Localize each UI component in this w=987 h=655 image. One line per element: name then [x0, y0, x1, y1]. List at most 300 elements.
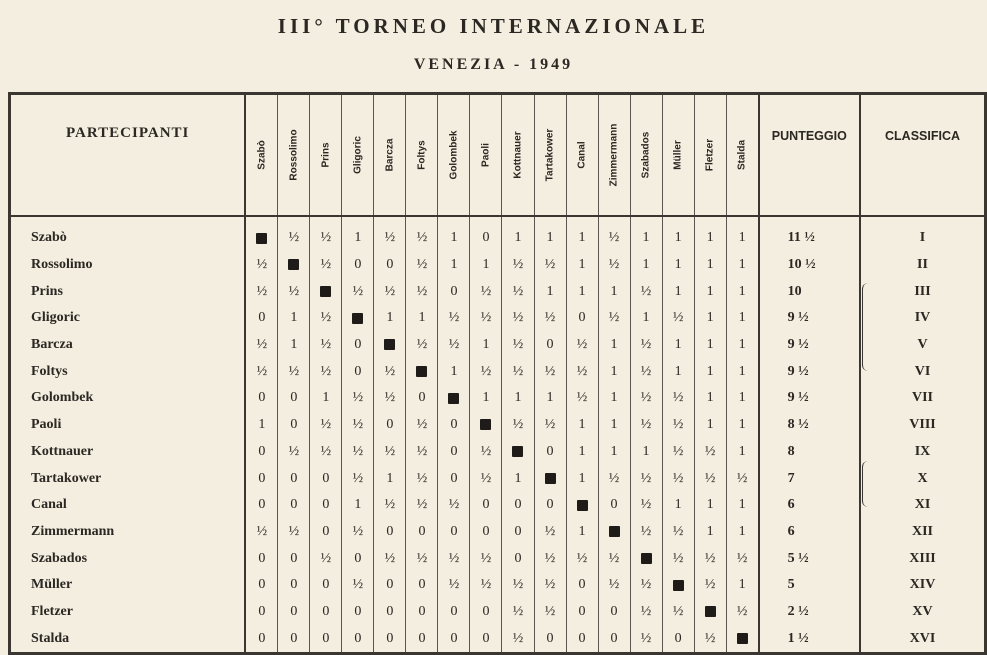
result-cell: 1	[662, 278, 694, 305]
result-cell: ½	[502, 332, 534, 359]
result-cell: 0	[310, 625, 342, 653]
result-cell: 0	[245, 385, 278, 412]
table-row	[10, 412, 986, 439]
result-cell: 1	[726, 412, 759, 439]
result-cell: 0	[438, 439, 470, 466]
result-cell: 0	[374, 572, 406, 599]
result-cell: ½	[245, 252, 278, 279]
result-cell: 0	[342, 332, 374, 359]
result-cell: ½	[502, 599, 534, 626]
result-cell: 0	[342, 358, 374, 385]
block-icon	[705, 606, 716, 617]
block-icon	[512, 446, 523, 457]
result-cell: 1	[598, 439, 630, 466]
result-cell: ½	[406, 278, 438, 305]
result-cell: ½	[374, 358, 406, 385]
result-cell: 1	[726, 385, 759, 412]
result-cell: 1	[245, 412, 278, 439]
result-cell: ½	[630, 572, 662, 599]
header-row	[10, 94, 986, 217]
score-value: 9 ½	[759, 358, 860, 385]
player-name: Barcza	[10, 332, 246, 359]
player-name: Gligoric	[10, 305, 246, 332]
result-cell: ½	[374, 492, 406, 519]
result-cell: ½	[310, 216, 342, 252]
result-cell: 0	[470, 216, 502, 252]
result-cell: ½	[502, 278, 534, 305]
table-row	[10, 252, 986, 279]
result-cell: 0	[245, 439, 278, 466]
rank-value: V	[860, 332, 985, 359]
score-value: 9 ½	[759, 332, 860, 359]
result-cell: ½	[694, 625, 726, 653]
player-name: Zimmermann	[10, 519, 246, 546]
column-header-label: Zimmermann	[608, 123, 620, 187]
result-cell: ½	[374, 439, 406, 466]
self-game-block	[662, 572, 694, 599]
crosstable-frame	[8, 92, 987, 655]
table-row	[10, 465, 986, 492]
result-cell: ½	[694, 545, 726, 572]
crosstable	[8, 92, 987, 655]
result-cell: ½	[630, 332, 662, 359]
tie-brace-xi-xii	[862, 461, 871, 507]
result-cell: ½	[470, 278, 502, 305]
self-game-block	[342, 305, 374, 332]
result-cell: ½	[566, 385, 598, 412]
result-cell: 0	[598, 492, 630, 519]
result-cell: 1	[534, 385, 566, 412]
tournament-title: III° TORNEO INTERNAZIONALE	[277, 14, 710, 38]
result-cell: ½	[438, 545, 470, 572]
result-cell: ½	[502, 252, 534, 279]
result-cell: ½	[310, 305, 342, 332]
result-cell: 1	[342, 216, 374, 252]
tie-brace-iv-vii	[862, 283, 871, 371]
result-cell: 0	[662, 625, 694, 653]
table-row	[10, 492, 986, 519]
score-value: 5	[759, 572, 860, 599]
result-cell: 0	[438, 625, 470, 653]
self-game-block	[374, 332, 406, 359]
result-cell: 1	[598, 385, 630, 412]
result-cell: 1	[726, 305, 759, 332]
result-cell: ½	[630, 358, 662, 385]
column-header-label: Prins	[320, 142, 332, 168]
result-cell: 1	[438, 358, 470, 385]
score-value: 6	[759, 519, 860, 546]
block-icon	[256, 233, 267, 244]
result-cell: ½	[342, 572, 374, 599]
rank-value: VIII	[860, 412, 985, 439]
result-cell: ½	[470, 439, 502, 466]
result-cell: ½	[662, 599, 694, 626]
score-value: 1 ½	[759, 625, 860, 653]
result-cell: 0	[502, 545, 534, 572]
result-cell: ½	[662, 465, 694, 492]
rank-value: XI	[860, 492, 985, 519]
result-cell: ½	[662, 519, 694, 546]
result-cell: 1	[566, 465, 598, 492]
result-cell: 1	[566, 278, 598, 305]
result-cell: 0	[310, 492, 342, 519]
result-cell: 1	[630, 216, 662, 252]
result-cell: 0	[438, 599, 470, 626]
result-cell: 1	[694, 278, 726, 305]
result-cell: 1	[726, 439, 759, 466]
column-header-label: Canal	[576, 141, 588, 169]
result-cell: 0	[534, 492, 566, 519]
result-cell: 1	[598, 358, 630, 385]
result-cell: 0	[598, 625, 630, 653]
result-cell: 0	[406, 519, 438, 546]
result-cell: ½	[566, 332, 598, 359]
result-cell: ½	[534, 305, 566, 332]
result-cell: 1	[694, 305, 726, 332]
result-cell: 0	[342, 252, 374, 279]
column-header-13	[662, 94, 694, 217]
result-cell: ½	[406, 332, 438, 359]
result-cell: ½	[342, 278, 374, 305]
block-icon	[352, 313, 363, 324]
result-cell: ½	[502, 572, 534, 599]
column-header-1	[278, 94, 310, 217]
result-cell: 0	[310, 519, 342, 546]
result-cell: 0	[406, 572, 438, 599]
result-cell: 0	[278, 412, 310, 439]
score-value: 2 ½	[759, 599, 860, 626]
table-row	[10, 358, 986, 385]
block-icon	[673, 580, 684, 591]
result-cell: 0	[470, 625, 502, 653]
result-cell: ½	[534, 545, 566, 572]
result-cell: 0	[245, 305, 278, 332]
result-cell: ½	[438, 572, 470, 599]
result-cell: 0	[245, 572, 278, 599]
result-cell: ½	[278, 216, 310, 252]
rank-value: III	[860, 278, 985, 305]
column-header-8	[502, 94, 534, 217]
result-cell: 0	[534, 332, 566, 359]
result-cell: 0	[278, 465, 310, 492]
block-icon	[448, 393, 459, 404]
table-row	[10, 599, 986, 626]
result-cell: 0	[278, 545, 310, 572]
result-cell: ½	[694, 439, 726, 466]
result-cell: ½	[726, 599, 759, 626]
column-header-3	[342, 94, 374, 217]
table-row	[10, 519, 986, 546]
result-cell: ½	[502, 412, 534, 439]
result-cell: 1	[662, 216, 694, 252]
result-cell: 1	[630, 252, 662, 279]
result-cell: 0	[374, 599, 406, 626]
result-cell: ½	[374, 278, 406, 305]
ranking-header: CLASSIFICA	[860, 94, 985, 217]
result-cell: ½	[630, 599, 662, 626]
result-cell: 0	[245, 492, 278, 519]
block-icon	[384, 339, 395, 350]
result-cell: ½	[470, 358, 502, 385]
result-cell: 1	[662, 252, 694, 279]
result-cell: 1	[694, 385, 726, 412]
result-cell: ½	[438, 492, 470, 519]
column-header-10	[566, 94, 598, 217]
result-cell: 1	[630, 305, 662, 332]
result-cell: ½	[598, 305, 630, 332]
result-cell: 0	[566, 572, 598, 599]
column-header-label: Barcza	[384, 138, 396, 172]
result-cell: 0	[566, 625, 598, 653]
result-cell: 0	[470, 519, 502, 546]
result-cell: 0	[566, 305, 598, 332]
player-name: Golombek	[10, 385, 246, 412]
column-header-11	[598, 94, 630, 217]
result-cell: 0	[438, 412, 470, 439]
block-icon	[288, 259, 299, 270]
result-cell: ½	[566, 545, 598, 572]
result-cell: ½	[662, 439, 694, 466]
result-cell: ½	[630, 385, 662, 412]
column-header-label: Stalda	[736, 139, 748, 171]
result-cell: 1	[726, 252, 759, 279]
result-cell: 1	[470, 252, 502, 279]
self-game-block	[438, 385, 470, 412]
table-row	[10, 572, 986, 599]
block-icon	[737, 633, 748, 644]
result-cell: ½	[342, 412, 374, 439]
result-cell: ½	[662, 305, 694, 332]
result-cell: ½	[662, 412, 694, 439]
result-cell: ½	[310, 412, 342, 439]
result-cell: 0	[278, 625, 310, 653]
result-cell: 1	[438, 252, 470, 279]
score-value: 8 ½	[759, 412, 860, 439]
player-name: Szabados	[10, 545, 246, 572]
column-header-15	[726, 94, 759, 217]
result-cell: 1	[694, 492, 726, 519]
result-cell: ½	[406, 439, 438, 466]
self-game-block	[245, 216, 278, 252]
result-cell: ½	[662, 545, 694, 572]
column-header-label: Szabò	[256, 140, 268, 170]
self-game-block	[470, 412, 502, 439]
score-value: 5 ½	[759, 545, 860, 572]
result-cell: ½	[406, 412, 438, 439]
result-cell: 1	[662, 492, 694, 519]
result-cell: ½	[278, 519, 310, 546]
result-cell: ½	[502, 625, 534, 653]
result-cell: 1	[662, 358, 694, 385]
score-value: 9 ½	[759, 385, 860, 412]
result-cell: ½	[245, 332, 278, 359]
result-cell: ½	[374, 385, 406, 412]
result-cell: ½	[406, 465, 438, 492]
rank-value: IX	[860, 439, 985, 466]
player-name: Stalda	[10, 625, 246, 653]
table-row	[10, 305, 986, 332]
result-cell: ½	[278, 439, 310, 466]
rank-value: XVI	[860, 625, 985, 653]
result-cell: 0	[342, 599, 374, 626]
result-cell: ½	[342, 439, 374, 466]
self-game-block	[534, 465, 566, 492]
result-cell: 0	[278, 572, 310, 599]
block-icon	[641, 553, 652, 564]
player-name: Rossolimo	[10, 252, 246, 279]
result-cell: 0	[438, 519, 470, 546]
result-cell: ½	[310, 439, 342, 466]
result-cell: ½	[534, 358, 566, 385]
result-cell: ½	[598, 216, 630, 252]
result-cell: 0	[566, 599, 598, 626]
block-icon	[416, 366, 427, 377]
result-cell: 1	[694, 519, 726, 546]
result-cell: 1	[694, 252, 726, 279]
result-cell: 1	[470, 385, 502, 412]
result-cell: ½	[630, 519, 662, 546]
block-icon	[545, 473, 556, 484]
rank-value: I	[860, 216, 985, 252]
result-cell: 0	[278, 385, 310, 412]
result-cell: 0	[278, 492, 310, 519]
result-cell: 1	[598, 332, 630, 359]
self-game-block	[502, 439, 534, 466]
result-cell: 1	[694, 412, 726, 439]
self-game-block	[726, 625, 759, 653]
result-cell: 0	[245, 465, 278, 492]
result-cell: 0	[245, 545, 278, 572]
result-cell: 0	[374, 519, 406, 546]
result-cell: 1	[374, 465, 406, 492]
block-icon	[577, 500, 588, 511]
column-header-label: Rossolimo	[288, 129, 300, 181]
result-cell: 1	[342, 492, 374, 519]
result-cell: 0	[374, 625, 406, 653]
result-cell: ½	[630, 412, 662, 439]
result-cell: ½	[502, 358, 534, 385]
column-header-4	[374, 94, 406, 217]
result-cell: ½	[470, 465, 502, 492]
result-cell: 0	[438, 465, 470, 492]
result-cell: 0	[245, 625, 278, 653]
result-cell: ½	[438, 305, 470, 332]
result-cell: ½	[534, 599, 566, 626]
result-cell: ½	[598, 572, 630, 599]
result-cell: 1	[278, 305, 310, 332]
result-cell: ½	[245, 278, 278, 305]
result-cell: 1	[502, 465, 534, 492]
result-cell: ½	[470, 545, 502, 572]
result-cell: 1	[630, 439, 662, 466]
self-game-block	[278, 252, 310, 279]
column-header-label: Tartakower	[544, 128, 556, 182]
column-header-label: Foltys	[416, 140, 428, 170]
result-cell: 0	[598, 599, 630, 626]
result-cell: 1	[534, 216, 566, 252]
result-cell: 0	[406, 625, 438, 653]
result-cell: 1	[566, 412, 598, 439]
result-cell: 0	[470, 599, 502, 626]
result-cell: 1	[694, 358, 726, 385]
result-cell: 1	[278, 332, 310, 359]
table-row	[10, 625, 986, 653]
result-cell: ½	[630, 625, 662, 653]
column-header-label: Gligoric	[352, 136, 364, 174]
result-cell: ½	[630, 492, 662, 519]
result-cell: ½	[342, 465, 374, 492]
result-cell: 1	[598, 412, 630, 439]
self-game-block	[566, 492, 598, 519]
result-cell: 1	[598, 278, 630, 305]
result-cell: 0	[310, 599, 342, 626]
self-game-block	[598, 519, 630, 546]
score-value: 8	[759, 439, 860, 466]
score-value: 10 ½	[759, 252, 860, 279]
result-cell: ½	[342, 385, 374, 412]
score-value: 9 ½	[759, 305, 860, 332]
result-cell: ½	[342, 519, 374, 546]
table-row	[10, 385, 986, 412]
result-cell: 0	[342, 545, 374, 572]
result-cell: ½	[662, 385, 694, 412]
self-game-block	[694, 599, 726, 626]
result-cell: 1	[694, 332, 726, 359]
rank-value: VII	[860, 385, 985, 412]
result-cell: 0	[342, 625, 374, 653]
result-cell: ½	[406, 252, 438, 279]
result-cell: ½	[534, 252, 566, 279]
result-cell: 0	[470, 492, 502, 519]
player-name: Tartakower	[10, 465, 246, 492]
column-header-0	[245, 94, 278, 217]
column-header-7	[470, 94, 502, 217]
self-game-block	[630, 545, 662, 572]
result-cell: ½	[534, 572, 566, 599]
result-cell: ½	[598, 252, 630, 279]
result-cell: 1	[694, 216, 726, 252]
result-cell: 0	[502, 492, 534, 519]
result-cell: 0	[502, 519, 534, 546]
column-header-label: Paoli	[480, 143, 492, 167]
result-cell: ½	[374, 545, 406, 572]
result-cell: ½	[502, 305, 534, 332]
result-cell: 1	[374, 305, 406, 332]
result-cell: ½	[406, 492, 438, 519]
rank-value: IV	[860, 305, 985, 332]
result-cell: ½	[406, 216, 438, 252]
column-header-5	[406, 94, 438, 217]
result-cell: ½	[310, 332, 342, 359]
result-cell: ½	[374, 216, 406, 252]
result-cell: 1	[438, 216, 470, 252]
player-name: Prins	[10, 278, 246, 305]
column-header-6	[438, 94, 470, 217]
result-cell: 1	[502, 216, 534, 252]
score-value: 11 ½	[759, 216, 860, 252]
table-row	[10, 545, 986, 572]
result-cell: ½	[630, 465, 662, 492]
table-row	[10, 278, 986, 305]
block-icon	[480, 419, 491, 430]
block-icon	[609, 526, 620, 537]
result-cell: 0	[374, 412, 406, 439]
result-cell: 0	[310, 465, 342, 492]
result-cell: ½	[245, 358, 278, 385]
result-cell: 0	[245, 599, 278, 626]
column-header-label: Golombek	[448, 130, 460, 180]
result-cell: 1	[470, 332, 502, 359]
